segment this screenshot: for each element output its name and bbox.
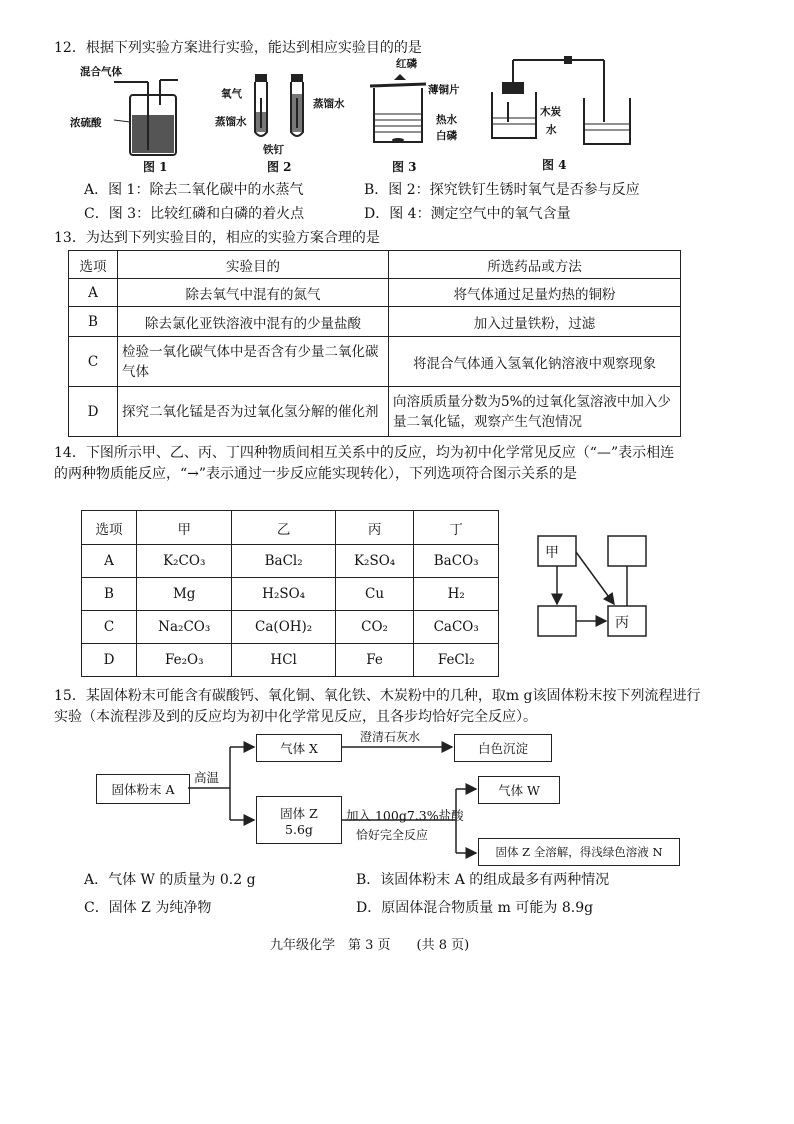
fig2-oxygen-label: 氧气 [221, 88, 242, 100]
table-cell: 将气体通过足量灼热的铜粉 [389, 279, 681, 307]
flow-exact-label: 恰好完全反应 [356, 828, 429, 842]
fig1-gas-label: 混合气体 [80, 66, 122, 78]
table-cell: Fe₂O₃ [137, 644, 232, 677]
table-header: 丁 [414, 511, 499, 545]
table-cell: BaCO₃ [414, 545, 499, 578]
table-cell: HCl [232, 644, 335, 677]
flow-gas-w-box: 气体 W [478, 776, 560, 804]
fig4-water-label: 水 [546, 124, 557, 136]
table-cell: BaCl₂ [232, 545, 335, 578]
beaker-icon [360, 56, 490, 156]
table-header: 所选药品或方法 [389, 251, 681, 279]
q12-option-c[interactable]: C．图 3：比较红磷和白磷的着火点 [84, 206, 305, 222]
q15-option-d[interactable]: D．原固体混合物质量 m 可能为 8.9g [356, 900, 594, 916]
q15-stem: 15．某固体粉末可能含有碳酸钙、氧化铜、氧化铁、木炭粉中的几种，取m g该固体粉末按下列流程进行实验（本流程涉及到的反应均为初中化学常见反应，且各步均恰好完全反应）。 [54, 688, 701, 725]
q12-option-d[interactable]: D．图 4：测定空气中的氧气含量 [364, 206, 571, 222]
flow-high-temp-label: 高温 [194, 770, 220, 785]
table-cell: K₂SO₄ [335, 545, 413, 578]
table-row [82, 578, 499, 611]
table-cell: 向溶质质量分数为5%的过氧化氢溶液中加入少量二氧化锰，观察产生气泡情况 [389, 387, 681, 437]
table-cell: 加入过量铁粉，过滤 [389, 307, 681, 337]
table-cell: Mg [137, 578, 232, 611]
table-cell: 除去氯化亚铁溶液中混有的少量盐酸 [118, 307, 389, 337]
table-row [69, 387, 681, 437]
table-cell: Cu [335, 578, 413, 611]
table-cell: K₂CO₃ [137, 545, 232, 578]
table-row [69, 307, 681, 337]
table-cell: CO₂ [335, 611, 413, 644]
fig1-caption: 图 1 [143, 160, 168, 174]
table-cell: H₂ [414, 578, 499, 611]
table-header: 实验目的 [118, 251, 389, 279]
table-header: 选项 [82, 511, 137, 545]
table-cell: B [69, 307, 118, 337]
figure-4 [484, 52, 634, 175]
table-row [82, 545, 499, 578]
table-header: 丙 [335, 511, 413, 545]
table-row [82, 611, 499, 644]
table-cell: CaCO₃ [414, 611, 499, 644]
table-cell: C [82, 611, 137, 644]
solid-z-mass: 5.6g [285, 821, 313, 837]
fig3-caption: 图 3 [392, 160, 417, 174]
table-cell: FeCl₂ [414, 644, 499, 677]
q15-option-b[interactable]: B．该固体粉末 A 的组成最多有两种情况 [356, 872, 610, 888]
gas-bottle-icon [70, 60, 190, 160]
table-row [82, 644, 499, 677]
table-row [69, 337, 681, 387]
table-cell: H₂SO₄ [232, 578, 335, 611]
table-cell: 检验一氧化碳气体中是否含有少量二氧化碳气体 [118, 337, 389, 387]
table-header-row [69, 251, 681, 279]
table-cell: Na₂CO₃ [137, 611, 232, 644]
fig1-acid-label: 浓硫酸 [70, 117, 102, 129]
fig3-white-p-label: 白磷 [436, 130, 457, 142]
fig4-charcoal-label: 木炭 [540, 106, 561, 118]
table-header-row [82, 511, 499, 545]
table-row [69, 279, 681, 307]
table-header: 甲 [137, 511, 232, 545]
fig2-water-label: 蒸馏水 [215, 116, 247, 128]
fig2-caption: 图 2 [267, 160, 292, 174]
diagram-jia-label: 甲 [545, 545, 559, 561]
fig2-nail-label: 铁钉 [263, 144, 284, 156]
solid-z-label: 固体 Z [280, 805, 318, 821]
fig3-copper-label: 薄铜片 [428, 84, 460, 96]
q13-table [68, 250, 681, 437]
q15-option-a[interactable]: A．气体 W 的质量为 0.2 g [84, 872, 256, 888]
fig3-red-p-label: 红磷 [396, 58, 417, 70]
table-cell: D [69, 387, 118, 437]
flow-add-acid-label: 加入 100g7.3%盐酸 [346, 808, 464, 823]
q14-stem: 14．下图所示甲、乙、丙、丁四种物质间相互关系中的反应，均为初中化学常见反应（“—”表示相连的两种物质能反应，“→”表示通过一步反应能实现转化），下列选项符合图示关系的是 [54, 445, 675, 482]
table-cell: 除去氧气中混有的氮气 [118, 279, 389, 307]
table-cell: Fe [335, 644, 413, 677]
table-cell: D [82, 644, 137, 677]
figure-3 [360, 56, 490, 175]
q12-option-b[interactable]: B．图 2：探究铁钉生锈时氧气是否参与反应 [364, 182, 640, 198]
fig4-caption: 图 4 [542, 158, 567, 172]
q14-relation-diagram [520, 528, 650, 648]
q12-stem: 12．根据下列实验方案进行实验，能达到相应实验目的的是 [54, 40, 422, 56]
q13-stem: 13．为达到下列实验目的，相应的实验方案合理的是 [54, 230, 380, 246]
flow-gas-x-box: 气体 X [256, 734, 342, 762]
table-cell: 探究二氧化锰是否为过氧化氢分解的催化剂 [118, 387, 389, 437]
table-cell: Ca(OH)₂ [232, 611, 335, 644]
q15-option-c[interactable]: C．固体 Z 为纯净物 [84, 900, 212, 916]
test-tubes-icon [215, 68, 355, 158]
figure-1 [70, 60, 190, 175]
table-header: 乙 [232, 511, 335, 545]
flow-limewater-label: 澄清石灰水 [360, 730, 421, 744]
table-cell: A [69, 279, 118, 307]
q14-table [81, 510, 499, 677]
oxygen-apparatus-icon [484, 52, 634, 157]
table-cell: 将混合气体通入氢氧化钠溶液中观察现象 [389, 337, 681, 387]
page-footer: 九年级化学 第 3 页 (共 8 页) [270, 938, 470, 953]
diagram-bing-label: 丙 [615, 615, 629, 631]
table-cell: A [82, 545, 137, 578]
flow-arrows [180, 720, 500, 880]
table-header: 选项 [69, 251, 118, 279]
flow-result-n-box: 固体 Z 全溶解，得浅绿色溶液 N [478, 838, 680, 866]
table-cell: B [82, 578, 137, 611]
flow-powder-box: 固体粉末 A [96, 774, 190, 804]
q12-option-a[interactable]: A．图 1：除去二氧化碳中的水蒸气 [84, 182, 304, 198]
figure-2 [215, 68, 355, 175]
fig2-water2-label: 蒸馏水 [313, 98, 345, 110]
fig3-hot-water-label: 热水 [436, 114, 457, 126]
flow-precipitate-box: 白色沉淀 [454, 734, 552, 762]
table-cell: C [69, 337, 118, 387]
